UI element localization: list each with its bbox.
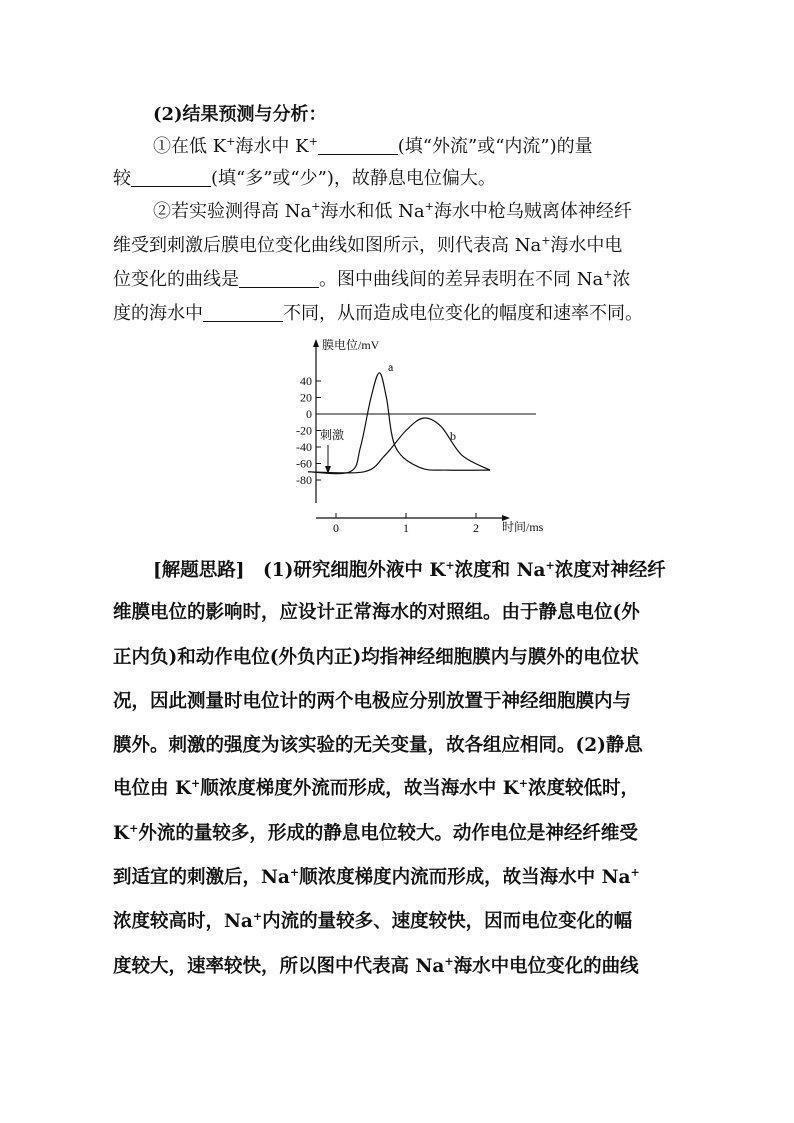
y-tick-label: -60	[296, 456, 312, 471]
membrane-potential-chart	[270, 333, 570, 543]
x-tick-label: 1	[403, 521, 409, 535]
explanation-line-1: [解题思路] (1)研究细胞外液中 K+浓度和 Na+浓度对神经纤	[153, 559, 666, 581]
answer-blank-1	[318, 136, 398, 155]
question-heading: (2)结果预测与分析：	[153, 104, 327, 125]
question-2-line-2: 维受到刺激后膜电位变化曲线如图所示，则代表高 Na+海水中电	[113, 234, 623, 256]
y-tick-label: 20	[300, 390, 312, 405]
curve-a	[308, 373, 490, 474]
explanation-line-8: 到适宜的刺激后，Na+顺浓度梯度内流而形成，故当海水中 Na+	[113, 866, 640, 888]
question-2-line-3: 位变化的曲线是 。图中曲线间的差异表明在不同 Na+浓	[113, 268, 631, 290]
explanation-line-5: 膜外。刺激的强度为该实验的无关变量，故各组应相同。(2)静息	[113, 735, 643, 756]
x-tick-label: 0	[333, 521, 339, 535]
y-tick-label: -20	[296, 423, 312, 438]
curve-b	[308, 418, 490, 473]
x-axis-label: 时间/ms	[502, 520, 544, 534]
y-tick-label: 0	[306, 407, 312, 421]
y-tick-label: -80	[296, 473, 312, 487]
y-tick-label: 40	[300, 374, 312, 388]
explanation-line-7: K+外流的量较多，形成的静息电位较大。动作电位是神经纤维受	[113, 822, 638, 844]
explanation-line-2: 维膜电位的影响时，应设计正常海水的对照组。由于静息电位(外	[113, 602, 640, 623]
curve-label-a: a	[388, 360, 394, 374]
answer-blank-2	[131, 168, 211, 187]
explanation-line-6: 电位由 K+顺浓度梯度外流而形成，故当海水中 K+浓度较低时，	[113, 777, 640, 799]
explanation-line-3: 正内负)和动作电位(外负内正)均指神经细胞膜内与膜外的电位状	[113, 647, 639, 668]
x-tick-label: 2	[473, 521, 479, 535]
y-tick-label: -40	[296, 440, 312, 454]
explanation-line-10: 度较大，速率较快，所以图中代表高 Na+海水中电位变化的曲线	[113, 955, 639, 977]
y-axis-arrow	[313, 339, 319, 347]
curve-label-b: b	[450, 429, 456, 443]
question-2-line-4: 度的海水中 不同，从而造成电位变化的幅度和速率不同。	[113, 303, 643, 324]
question-1-line-2: 较 (填“多”或“少”)，故静息电位偏大。	[113, 168, 496, 189]
answer-blank-3	[239, 269, 319, 288]
question-2-line-1: ②若实验测得高 Na+海水和低 Na+海水中枪乌贼离体神经纤	[153, 200, 632, 222]
stimulus-label: 刺激	[320, 428, 345, 442]
explanation-line-4: 况，因此测量时电位计的两个电极应分别放置于神经细胞膜内与	[113, 691, 632, 712]
answer-blank-4	[203, 303, 283, 322]
question-1-line-1: ①在低 K+海水中 K+ (填“外流”或“内流”)的量	[153, 135, 593, 157]
explanation-line-9: 浓度较高时，Na+内流的量较多、速度较快，因而电位变化的幅	[113, 910, 633, 932]
y-axis-label: 膜电位/mV	[322, 338, 380, 352]
